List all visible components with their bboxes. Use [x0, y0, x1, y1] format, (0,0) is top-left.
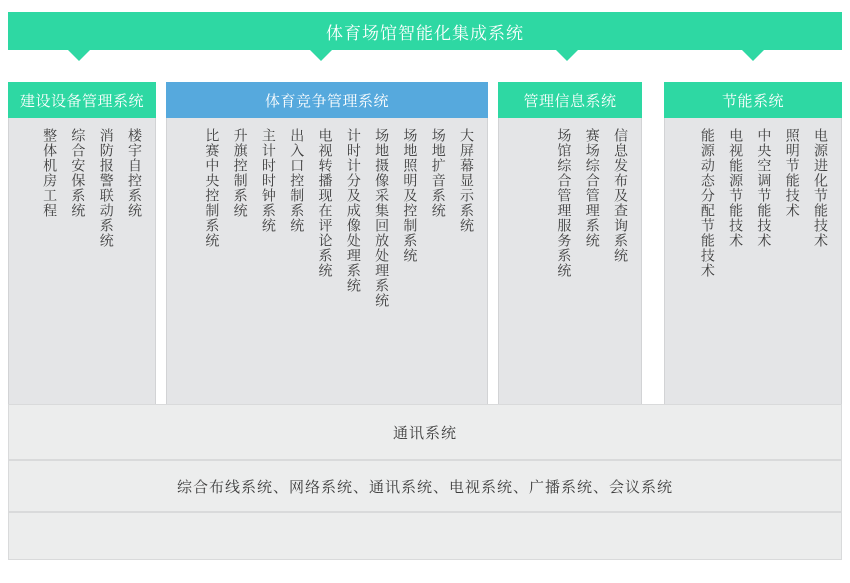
column-header-sports-competition [166, 82, 488, 118]
column-sports-competition [166, 82, 488, 410]
communication-system-detail: 综合布线系统、网络系统、通讯系统、电视系统、广播系统、会议系统 [176, 478, 673, 496]
list-item: 场地照明及控制系统 [402, 128, 419, 263]
column-header-label: 建设设备管理系统 [19, 92, 144, 110]
list-item: 场馆综合管理服务系统 [556, 128, 573, 278]
column-body-energy-saving [664, 118, 842, 410]
list-item: 综合安保系统 [70, 128, 87, 218]
column-header-construction-equipment [8, 82, 156, 118]
column-construction-equipment [8, 82, 156, 410]
column-header-label: 节能系统 [721, 92, 784, 110]
column-header-label: 管理信息系统 [523, 92, 617, 110]
list-item: 消防报警联动系统 [98, 128, 115, 248]
system-title-banner [8, 12, 842, 50]
list-item: 主计时时钟系统 [260, 128, 277, 233]
list-item: 照明节能技术 [784, 128, 801, 218]
list-item: 出入口控制系统 [289, 128, 306, 233]
list-item: 大屏幕显示系统 [459, 128, 475, 233]
communication-system-detail-box [8, 460, 842, 512]
connector-arrow-4 [742, 50, 764, 61]
list-item: 楼宇自控系统 [127, 128, 143, 218]
communication-system-title: 通讯系统 [392, 424, 457, 442]
list-item: 场地扩音系统 [430, 128, 447, 218]
list-item: 信息发布及查询系统 [613, 128, 629, 263]
communication-system-title-box [8, 404, 842, 460]
list-item: 升旗控制系统 [232, 128, 249, 218]
column-management-information [498, 82, 642, 410]
list-item: 中央空调节能技术 [756, 128, 773, 248]
column-energy-saving [664, 82, 842, 410]
column-body-management-information [498, 118, 642, 410]
list-item: 计时计分及成像处理系统 [345, 128, 362, 293]
list-item: 能源动态分配节能技术 [699, 128, 716, 278]
list-item: 比赛中央控制系统 [204, 128, 221, 248]
list-item: 电源进化节能技术 [813, 128, 829, 248]
column-header-energy-saving [664, 82, 842, 118]
column-header-management-information [498, 82, 642, 118]
list-item: 电视能源节能技术 [728, 128, 745, 248]
connector-arrow-3 [556, 50, 578, 61]
column-header-label: 体育竞争管理系统 [264, 92, 389, 110]
column-body-sports-competition [166, 118, 488, 410]
connector-arrow-1 [68, 50, 90, 61]
list-item: 赛场综合管理系统 [584, 128, 601, 248]
page-title: 体育场馆智能化集成系统 [326, 23, 524, 43]
list-item: 整体机房工程 [42, 128, 59, 218]
list-item: 场地摄像采集回放处理系统 [374, 128, 391, 308]
connector-arrow-2 [310, 50, 332, 61]
column-body-construction-equipment [8, 118, 156, 410]
list-item: 电视转播现在评论系统 [317, 128, 334, 278]
footer-spacer-box [8, 512, 842, 560]
